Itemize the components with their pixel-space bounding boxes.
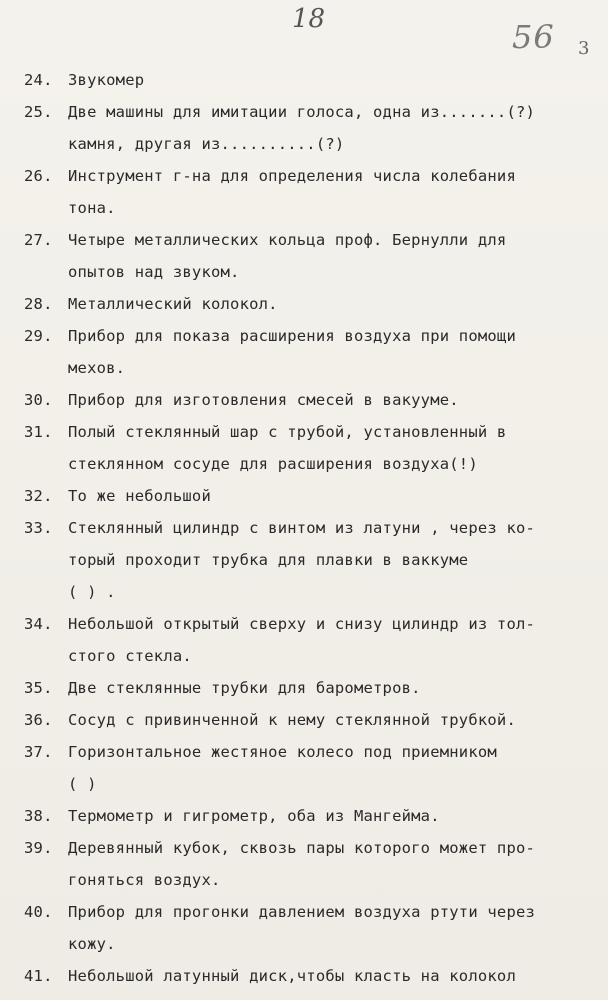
page-number: 18 (292, 4, 326, 34)
list-item (24, 160, 596, 224)
item-text: ( ) (68, 775, 97, 793)
item-text: Прибор для прогонки давлением воздуха ртути через (68, 903, 536, 921)
item-text: Сосуд с привинченной к нему стеклянной трубкой. (68, 711, 516, 729)
archive-sub-number: 3 (578, 38, 590, 59)
item-text: Две машины для имитации голоса, одна из.......(?) (68, 103, 536, 121)
item-text: кожу. (68, 935, 116, 953)
item-text: Стеклянный цилиндр с винтом из латуни , через ко- (68, 519, 536, 537)
item-text: Небольшой открытый сверху и снизу цилиндр из тол- (68, 615, 536, 633)
item-text: тона. (68, 199, 116, 217)
item-number: 36. (24, 711, 53, 729)
list-item (24, 96, 596, 160)
item-number: 34. (24, 615, 53, 633)
item-number: 33. (24, 519, 53, 537)
item-text: торый проходит трубка для плавки в ваккуме (68, 551, 469, 569)
list-item (24, 736, 596, 800)
item-number: 39. (24, 839, 53, 857)
item-number: 26. (24, 167, 53, 185)
list-item (24, 416, 596, 480)
item-number: 24. (24, 71, 53, 89)
item-text: камня, другая из..........(?) (68, 135, 345, 153)
list-item (24, 480, 596, 512)
list-item (24, 512, 596, 608)
item-text: ( ) . (68, 583, 116, 601)
item-number: 38. (24, 807, 53, 825)
list-item (24, 224, 596, 288)
item-number: 32. (24, 487, 53, 505)
item-number: 35. (24, 679, 53, 697)
item-text: стого стекла. (68, 647, 192, 665)
list-item (24, 64, 596, 96)
item-text: Прибор для изготовления смесей в вакууме. (68, 391, 459, 409)
list-item (24, 704, 596, 736)
item-text: Небольшой латунный диск,чтобы класть на колокол (68, 967, 516, 985)
item-number: 37. (24, 743, 53, 761)
item-number: 40. (24, 903, 53, 921)
item-text: мехов. (68, 359, 126, 377)
item-text: гоняться воздух. (68, 871, 221, 889)
list-item (24, 288, 596, 320)
inventory-list (24, 64, 596, 992)
item-text: Деревянный кубок, сквозь пары которого может про- (68, 839, 536, 857)
item-text: Четыре металлических кольца проф. Бернулли для (68, 231, 507, 249)
item-number: 25. (24, 103, 53, 121)
item-text: опытов над звуком. (68, 263, 240, 281)
item-text: Термометр и гигрометр, оба из Мангейма. (68, 807, 440, 825)
item-text: Две стеклянные трубки для барометров. (68, 679, 421, 697)
item-text: Звукомер (68, 71, 145, 89)
list-item (24, 672, 596, 704)
list-item (24, 896, 596, 960)
item-number: 27. (24, 231, 53, 249)
list-item (24, 800, 596, 832)
list-item (24, 960, 596, 992)
list-item (24, 384, 596, 416)
item-text: стеклянном сосуде для расширения воздуха(!) (68, 455, 478, 473)
item-text: Горизонтальное жестяное колесо под приемником (68, 743, 497, 761)
list-item (24, 608, 596, 672)
list-item (24, 832, 596, 896)
item-text: Инструмент г-на для определения числа колебания (68, 167, 516, 185)
item-text: Металлический колокол. (68, 295, 278, 313)
item-text: Прибор для показа расширения воздуха при помощи (68, 327, 516, 345)
item-number: 30. (24, 391, 53, 409)
item-text: Полый стеклянный шар с трубой, установленный в (68, 423, 507, 441)
item-number: 29. (24, 327, 53, 345)
item-number: 41. (24, 967, 53, 985)
list-item (24, 320, 596, 384)
item-text: То же небольшой (68, 487, 211, 505)
archive-number: 56 (512, 18, 555, 56)
item-number: 31. (24, 423, 53, 441)
item-number: 28. (24, 295, 53, 313)
